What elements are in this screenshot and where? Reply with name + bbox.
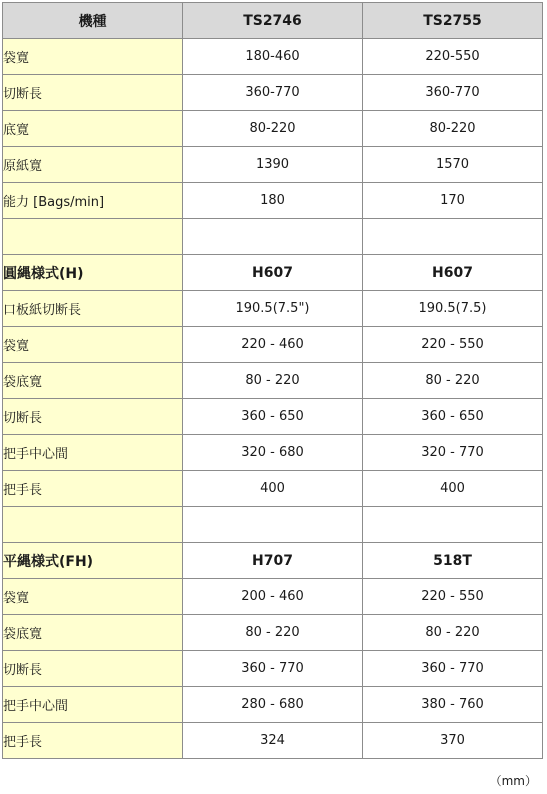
row-value-1: 360 - 650 (183, 399, 363, 435)
row-value-2: 380 - 760 (363, 687, 543, 723)
blank-row (3, 219, 543, 255)
table-row (3, 327, 543, 363)
section-label: 圓縄様式(H) (3, 255, 183, 291)
row-value-1: 360 - 770 (183, 651, 363, 687)
row-value-1: 324 (183, 723, 363, 759)
table-row (3, 363, 543, 399)
row-value-1: 360-770 (183, 75, 363, 111)
row-value-1: 80 - 220 (183, 615, 363, 651)
row-value-1: 1390 (183, 147, 363, 183)
row-label: 把手長 (3, 471, 183, 507)
table-row (3, 687, 543, 723)
table-row (3, 651, 543, 687)
table-row (3, 147, 543, 183)
table-row (3, 435, 543, 471)
table-row (3, 39, 543, 75)
section-label: 平縄様式(FH) (3, 543, 183, 579)
blank-cell (183, 219, 363, 255)
row-value-1: 320 - 680 (183, 435, 363, 471)
header-label: 機種 (3, 3, 183, 39)
table-row (3, 111, 543, 147)
row-value-1: 190.5(7.5") (183, 291, 363, 327)
section-header-round (3, 255, 543, 291)
row-value-2: 80 - 220 (363, 363, 543, 399)
row-label: 切断長 (3, 651, 183, 687)
table-row (3, 291, 543, 327)
row-label: 袋寛 (3, 39, 183, 75)
table-row (3, 471, 543, 507)
blank-row (3, 507, 543, 543)
row-label: 能力 [Bags/min] (3, 183, 183, 219)
table-row (3, 183, 543, 219)
row-value-2: 170 (363, 183, 543, 219)
row-value-2: 370 (363, 723, 543, 759)
row-value-2: 320 - 770 (363, 435, 543, 471)
row-value-1: 400 (183, 471, 363, 507)
blank-cell (363, 219, 543, 255)
row-label: 袋底寛 (3, 363, 183, 399)
row-value-1: 200 - 460 (183, 579, 363, 615)
table-row (3, 399, 543, 435)
blank-cell (363, 507, 543, 543)
spec-table (2, 2, 543, 759)
row-value-1: 180-460 (183, 39, 363, 75)
section-header-flat (3, 543, 543, 579)
blank-cell (183, 507, 363, 543)
row-value-2: 220 - 550 (363, 327, 543, 363)
section-model-1: H607 (183, 255, 363, 291)
row-value-2: 80-220 (363, 111, 543, 147)
row-value-2: 220 - 550 (363, 579, 543, 615)
row-value-2: 80 - 220 (363, 615, 543, 651)
row-value-2: 1570 (363, 147, 543, 183)
section-model-1: H707 (183, 543, 363, 579)
row-value-1: 80-220 (183, 111, 363, 147)
table-row (3, 75, 543, 111)
row-label: 口板紙切断長 (3, 291, 183, 327)
row-label: 袋寛 (3, 327, 183, 363)
table-row (3, 723, 543, 759)
row-value-1: 220 - 460 (183, 327, 363, 363)
row-value-2: 360 - 770 (363, 651, 543, 687)
row-value-1: 80 - 220 (183, 363, 363, 399)
row-label: 切断長 (3, 399, 183, 435)
row-label: 袋寛 (3, 579, 183, 615)
table-row (3, 579, 543, 615)
row-value-1: 180 (183, 183, 363, 219)
row-label: 切断長 (3, 75, 183, 111)
row-label: 底寛 (3, 111, 183, 147)
section-model-2: H607 (363, 255, 543, 291)
row-value-1: 280 - 680 (183, 687, 363, 723)
row-label: 把手中心間 (3, 687, 183, 723)
header-row (3, 3, 543, 39)
table-row (3, 615, 543, 651)
row-label: 把手長 (3, 723, 183, 759)
header-model-1: TS2746 (183, 3, 363, 39)
row-label: 把手中心間 (3, 435, 183, 471)
section-model-2: 518T (363, 543, 543, 579)
row-value-2: 360-770 (363, 75, 543, 111)
header-model-2: TS2755 (363, 3, 543, 39)
row-value-2: 400 (363, 471, 543, 507)
blank-cell (3, 507, 183, 543)
row-value-2: 360 - 650 (363, 399, 543, 435)
row-label: 袋底寛 (3, 615, 183, 651)
blank-cell (3, 219, 183, 255)
unit-note: （mm） (489, 774, 537, 788)
row-value-2: 190.5(7.5) (363, 291, 543, 327)
row-label: 原紙寛 (3, 147, 183, 183)
row-value-2: 220-550 (363, 39, 543, 75)
